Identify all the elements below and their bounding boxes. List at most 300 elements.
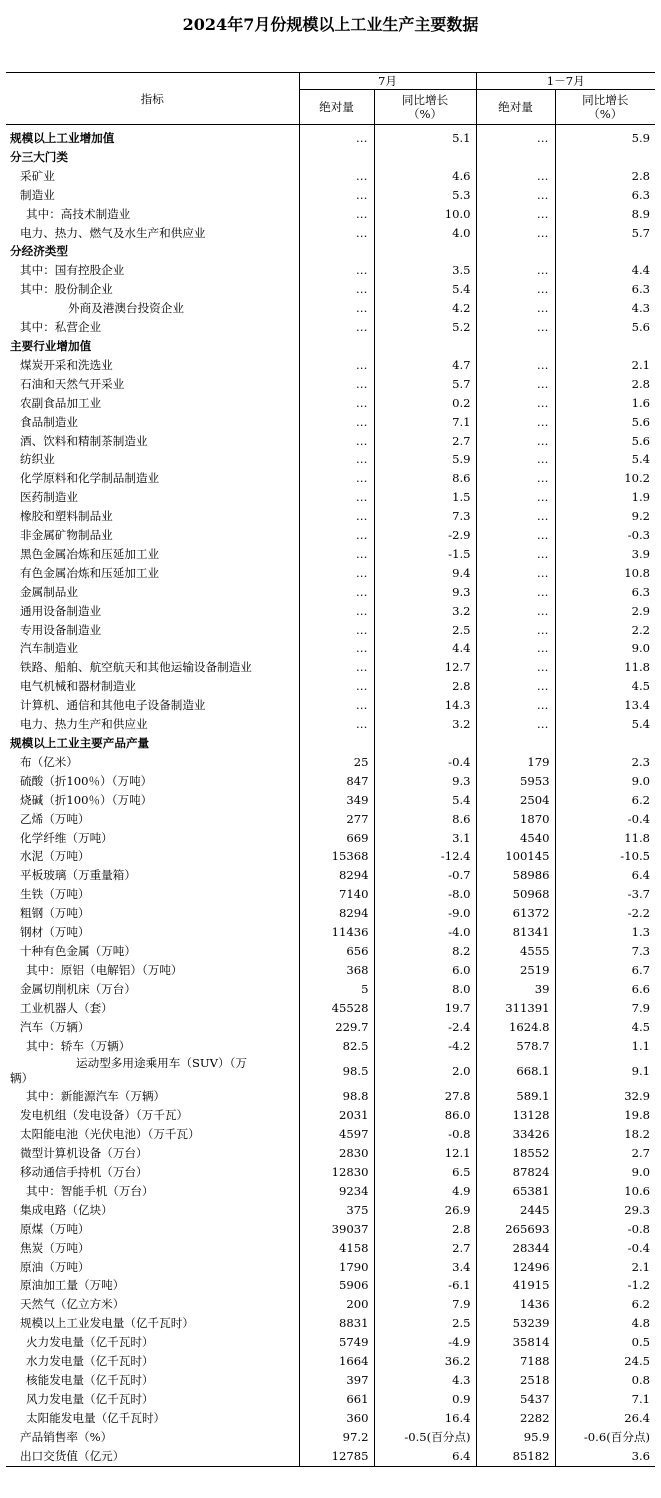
cell-g2: -0.8 bbox=[627, 1221, 651, 1236]
cell-g2: -0.3 bbox=[627, 528, 651, 543]
cell-v2: 311391 bbox=[476, 999, 555, 1018]
cell-v1: 25 bbox=[299, 753, 374, 772]
cell-g2: 18.2 bbox=[624, 1127, 651, 1142]
cell-g1: 5.4 bbox=[374, 280, 476, 299]
cell-v1: … bbox=[299, 715, 374, 734]
cell-g1: 16.4 bbox=[374, 1409, 476, 1428]
cell-g1: 5.2 bbox=[374, 318, 476, 337]
cell-v1: 98.5 bbox=[299, 1055, 374, 1087]
table-row bbox=[6, 526, 655, 545]
row-label: 硫酸（折100％）（万吨） bbox=[6, 772, 299, 791]
cell-g1: 0.9 bbox=[374, 1390, 476, 1409]
cell-v2: 100145 bbox=[476, 847, 555, 866]
cell-v2: … bbox=[476, 488, 555, 507]
cell-g2: 29.3 bbox=[624, 1202, 651, 1217]
table-row bbox=[6, 1182, 655, 1201]
table-row bbox=[6, 242, 655, 261]
cell-v1: 229.7 bbox=[299, 1018, 374, 1037]
cell-v2 bbox=[476, 148, 555, 167]
cell-g1: 2.5 bbox=[374, 1314, 476, 1333]
cell-v1 bbox=[299, 734, 374, 753]
cell-g1: 86.0 bbox=[374, 1106, 476, 1125]
table-row bbox=[6, 942, 655, 961]
header-period-july: 7月 bbox=[299, 73, 476, 90]
cell-g2: 10.2 bbox=[624, 471, 651, 486]
cell-g1: -4.9 bbox=[374, 1333, 476, 1352]
cell-v1: 847 bbox=[299, 772, 374, 791]
cell-v1: … bbox=[299, 375, 374, 394]
cell-v1: … bbox=[299, 432, 374, 451]
cell-v1: 39037 bbox=[299, 1220, 374, 1239]
cell-v1: 360 bbox=[299, 1409, 374, 1428]
cell-g2: 6.3 bbox=[631, 282, 651, 297]
cell-g1 bbox=[374, 148, 476, 167]
cell-g1: -2.9 bbox=[374, 526, 476, 545]
cell-g1: 4.9 bbox=[374, 1182, 476, 1201]
cell-v2: … bbox=[476, 299, 555, 318]
table-row bbox=[6, 1258, 655, 1277]
cell-g1: 4.4 bbox=[374, 639, 476, 658]
cell-g1: 3.2 bbox=[374, 715, 476, 734]
cell-v1: 11436 bbox=[299, 923, 374, 942]
cell-v1: 5906 bbox=[299, 1276, 374, 1295]
table-row bbox=[6, 1220, 655, 1239]
cell-v2: … bbox=[476, 394, 555, 413]
cell-v2: … bbox=[476, 205, 555, 224]
cell-v1: … bbox=[299, 621, 374, 640]
cell-g1: 5.7 bbox=[374, 375, 476, 394]
table-row bbox=[6, 261, 655, 280]
cell-g2: 9.2 bbox=[631, 509, 651, 524]
cell-g1 bbox=[374, 337, 476, 356]
table-row bbox=[6, 1409, 655, 1428]
table-row bbox=[6, 205, 655, 224]
table-row bbox=[6, 961, 655, 980]
cell-v2: 95.9 bbox=[476, 1428, 555, 1447]
cell-g2: 13.4 bbox=[624, 698, 651, 713]
cell-g2 bbox=[555, 242, 655, 261]
row-label: 石油和天然气开采业 bbox=[6, 375, 299, 394]
row-label: 平板玻璃（万重量箱） bbox=[6, 866, 299, 885]
cell-g1: -1.5 bbox=[374, 545, 476, 564]
table-row bbox=[6, 1144, 655, 1163]
cell-g1: 8.6 bbox=[374, 469, 476, 488]
cell-v1: … bbox=[299, 205, 374, 224]
table-row bbox=[6, 639, 655, 658]
table-row bbox=[6, 1428, 655, 1447]
table-row bbox=[6, 602, 655, 621]
row-label: 移动通信手持机（万台） bbox=[6, 1163, 299, 1182]
data-table bbox=[6, 72, 655, 1467]
cell-g1: 2.7 bbox=[374, 1239, 476, 1258]
cell-g2: 4.5 bbox=[631, 1019, 651, 1034]
cell-v2: … bbox=[476, 280, 555, 299]
table-row bbox=[6, 583, 655, 602]
row-label: 原油（万吨） bbox=[6, 1258, 299, 1277]
cell-g1: 1.5 bbox=[374, 488, 476, 507]
cell-v1: 368 bbox=[299, 961, 374, 980]
row-label: 焦炭（万吨） bbox=[6, 1239, 299, 1258]
cell-g1: 4.0 bbox=[374, 224, 476, 243]
cell-v2: 2518 bbox=[476, 1371, 555, 1390]
row-label: 原煤（万吨） bbox=[6, 1220, 299, 1239]
cell-g2: 6.3 bbox=[631, 584, 651, 599]
cell-g1: 6.5 bbox=[374, 1163, 476, 1182]
cell-g1: 2.0 bbox=[374, 1055, 476, 1087]
cell-v2 bbox=[476, 242, 555, 261]
cell-g1: -0.5(百分点) bbox=[374, 1428, 476, 1447]
cell-v1: … bbox=[299, 658, 374, 677]
table-row bbox=[6, 394, 655, 413]
header-abs-1: 绝对量 bbox=[299, 90, 374, 125]
cell-v2: … bbox=[476, 696, 555, 715]
cell-v2: 53239 bbox=[476, 1314, 555, 1333]
cell-g1 bbox=[374, 734, 476, 753]
row-label: 其中：国有控股企业 bbox=[6, 261, 299, 280]
table-row bbox=[6, 224, 655, 243]
cell-v2: 85182 bbox=[476, 1447, 555, 1466]
cell-g1: 9.3 bbox=[374, 583, 476, 602]
cell-v2: … bbox=[476, 526, 555, 545]
row-label: 橡胶和塑料制品业 bbox=[6, 507, 299, 526]
cell-v1: … bbox=[299, 413, 374, 432]
cell-g2: -2.2 bbox=[627, 906, 651, 921]
table-row bbox=[6, 885, 655, 904]
row-label: 水力发电量（亿千瓦时） bbox=[6, 1352, 299, 1371]
table-row bbox=[6, 450, 655, 469]
cell-v2: 61372 bbox=[476, 904, 555, 923]
cell-v1: … bbox=[299, 125, 374, 148]
cell-v1: … bbox=[299, 450, 374, 469]
cell-v2: 13128 bbox=[476, 1106, 555, 1125]
cell-g1: 8.2 bbox=[374, 942, 476, 961]
cell-g1: 12.7 bbox=[374, 658, 476, 677]
table-row bbox=[6, 772, 655, 791]
row-label: 出口交货值（亿元） bbox=[6, 1447, 299, 1466]
cell-v2: 58986 bbox=[476, 866, 555, 885]
table-row bbox=[6, 1163, 655, 1182]
cell-v1: … bbox=[299, 261, 374, 280]
cell-v2: … bbox=[476, 658, 555, 677]
cell-g2: 1.6 bbox=[631, 395, 651, 410]
cell-v1: … bbox=[299, 469, 374, 488]
table-row bbox=[6, 488, 655, 507]
cell-v1: … bbox=[299, 186, 374, 205]
row-label: 汽车（万辆） bbox=[6, 1018, 299, 1037]
cell-g2 bbox=[555, 337, 655, 356]
cell-v2: 41915 bbox=[476, 1276, 555, 1295]
cell-g2: 2.3 bbox=[631, 754, 651, 769]
cell-v1: 200 bbox=[299, 1295, 374, 1314]
cell-g2: 1.1 bbox=[631, 1038, 651, 1053]
cell-v2: 7188 bbox=[476, 1352, 555, 1371]
cell-g2: 5.4 bbox=[631, 452, 651, 467]
row-label: 钢材（万吨） bbox=[6, 923, 299, 942]
cell-g2: 1.9 bbox=[631, 490, 651, 505]
cell-v1: … bbox=[299, 696, 374, 715]
row-label: 火力发电量（亿千瓦时） bbox=[6, 1333, 299, 1352]
cell-g2: 3.9 bbox=[631, 546, 651, 561]
cell-v1 bbox=[299, 242, 374, 261]
cell-v2: 1624.8 bbox=[476, 1018, 555, 1037]
cell-g1: 14.3 bbox=[374, 696, 476, 715]
cell-v2: … bbox=[476, 186, 555, 205]
cell-g1: 19.7 bbox=[374, 999, 476, 1018]
cell-g2: -3.7 bbox=[627, 887, 651, 902]
row-label: 烧碱（折100％）（万吨） bbox=[6, 791, 299, 810]
cell-v2: … bbox=[476, 602, 555, 621]
cell-g1: 7.3 bbox=[374, 507, 476, 526]
cell-v1: 349 bbox=[299, 791, 374, 810]
cell-v1: … bbox=[299, 583, 374, 602]
cell-g2: 2.8 bbox=[631, 376, 651, 391]
table-row bbox=[6, 923, 655, 942]
cell-v2: 5437 bbox=[476, 1390, 555, 1409]
cell-v2: 589.1 bbox=[476, 1087, 555, 1106]
cell-g1: -2.4 bbox=[374, 1018, 476, 1037]
cell-g2: -0.6(百分点) bbox=[583, 1429, 651, 1444]
cell-g2: 11.8 bbox=[624, 660, 651, 675]
row-label: 规模以上工业主要产品产量 bbox=[6, 734, 299, 753]
cell-v2: … bbox=[476, 621, 555, 640]
cell-g1: 4.6 bbox=[374, 167, 476, 186]
cell-v2: 668.1 bbox=[476, 1055, 555, 1087]
cell-v1: 277 bbox=[299, 810, 374, 829]
cell-g1 bbox=[374, 242, 476, 261]
row-label: 黑色金属冶炼和压延加工业 bbox=[6, 545, 299, 564]
table-row bbox=[6, 904, 655, 923]
table-row bbox=[6, 186, 655, 205]
cell-g2: 5.9 bbox=[631, 131, 651, 145]
cell-g2: -1.2 bbox=[627, 1278, 651, 1293]
cell-v2: … bbox=[476, 261, 555, 280]
row-label: 农副食品加工业 bbox=[6, 394, 299, 413]
cell-g1: 7.1 bbox=[374, 413, 476, 432]
cell-v1: 5 bbox=[299, 980, 374, 999]
cell-g1: 2.7 bbox=[374, 432, 476, 451]
cell-g2: 6.4 bbox=[631, 868, 651, 883]
row-label: 产品销售率（%） bbox=[6, 1428, 299, 1447]
cell-v1: … bbox=[299, 677, 374, 696]
cell-v1: … bbox=[299, 526, 374, 545]
cell-v2: 2445 bbox=[476, 1201, 555, 1220]
cell-g1: 3.4 bbox=[374, 1258, 476, 1277]
table-row bbox=[6, 1106, 655, 1125]
cell-g1: -4.2 bbox=[374, 1037, 476, 1056]
row-label: 太阳能发电量（亿千瓦时） bbox=[6, 1409, 299, 1428]
cell-v1: 8831 bbox=[299, 1314, 374, 1333]
cell-v2: 81341 bbox=[476, 923, 555, 942]
page-title: 2024年7月份规模以上工业生产主要数据 bbox=[182, 15, 479, 34]
row-label: 其中：轿车（万辆） bbox=[6, 1037, 299, 1056]
table-row bbox=[6, 1055, 655, 1087]
cell-v1: … bbox=[299, 394, 374, 413]
cell-g2: 6.2 bbox=[631, 1297, 651, 1312]
cell-v2: … bbox=[476, 677, 555, 696]
cell-g2: 5.6 bbox=[631, 320, 651, 335]
row-label: 水泥（万吨） bbox=[6, 847, 299, 866]
cell-g1: -4.0 bbox=[374, 923, 476, 942]
cell-v1: 9234 bbox=[299, 1182, 374, 1201]
row-label: 电力、热力、燃气及水生产和供应业 bbox=[6, 224, 299, 243]
row-label: 汽车制造业 bbox=[6, 639, 299, 658]
table-row bbox=[6, 866, 655, 885]
row-label: 分经济类型 bbox=[6, 242, 299, 261]
cell-v1: 656 bbox=[299, 942, 374, 961]
cell-v1: 45528 bbox=[299, 999, 374, 1018]
table-row bbox=[6, 337, 655, 356]
cell-g1: 5.4 bbox=[374, 791, 476, 810]
cell-g1: 26.9 bbox=[374, 1201, 476, 1220]
row-label: 其中：私营企业 bbox=[6, 318, 299, 337]
cell-g2: 8.9 bbox=[631, 206, 651, 221]
cell-v1: … bbox=[299, 167, 374, 186]
cell-v1 bbox=[299, 148, 374, 167]
row-label: 铁路、船舶、航空航天和其他运输设备制造业 bbox=[6, 658, 299, 677]
table-row bbox=[6, 999, 655, 1018]
row-label: 主要行业增加值 bbox=[6, 337, 299, 356]
row-label: 粗钢（万吨） bbox=[6, 904, 299, 923]
cell-g2: 11.8 bbox=[624, 830, 651, 845]
cell-g1: -6.1 bbox=[374, 1276, 476, 1295]
cell-g2 bbox=[555, 734, 655, 753]
table-row bbox=[6, 318, 655, 337]
cell-v1: 15368 bbox=[299, 847, 374, 866]
cell-g2: 5.4 bbox=[631, 717, 651, 732]
cell-v1: … bbox=[299, 545, 374, 564]
row-label: 天然气（亿立方米） bbox=[6, 1295, 299, 1314]
table-row bbox=[6, 1314, 655, 1333]
row-label: 酒、饮料和精制茶制造业 bbox=[6, 432, 299, 451]
cell-g1: 36.2 bbox=[374, 1352, 476, 1371]
cell-g1: 8.6 bbox=[374, 810, 476, 829]
cell-g1: 12.1 bbox=[374, 1144, 476, 1163]
row-label: 集成电路（亿块） bbox=[6, 1201, 299, 1220]
cell-g2: 6.6 bbox=[631, 981, 651, 996]
cell-v1: … bbox=[299, 602, 374, 621]
cell-g1: -9.0 bbox=[374, 904, 476, 923]
cell-g1: 9.4 bbox=[374, 564, 476, 583]
cell-v2: 265693 bbox=[476, 1220, 555, 1239]
table-row bbox=[6, 1390, 655, 1409]
cell-g1: 2.5 bbox=[374, 621, 476, 640]
cell-v1: 82.5 bbox=[299, 1037, 374, 1056]
row-label: 通用设备制造业 bbox=[6, 602, 299, 621]
table-row bbox=[6, 280, 655, 299]
cell-v2: … bbox=[476, 224, 555, 243]
cell-v1: … bbox=[299, 299, 374, 318]
row-label: 分三大门类 bbox=[6, 148, 299, 167]
cell-g2: 9.1 bbox=[631, 1063, 651, 1078]
cell-g2: 5.6 bbox=[631, 414, 651, 429]
row-label: 化学纤维（万吨） bbox=[6, 829, 299, 848]
table-row bbox=[6, 1087, 655, 1106]
cell-v1: 1790 bbox=[299, 1258, 374, 1277]
table-row bbox=[6, 658, 655, 677]
cell-v2: … bbox=[476, 545, 555, 564]
cell-g1: 4.7 bbox=[374, 356, 476, 375]
cell-v1 bbox=[299, 337, 374, 356]
row-label: 原油加工量（万吨） bbox=[6, 1276, 299, 1295]
cell-v1: … bbox=[299, 488, 374, 507]
table-row bbox=[6, 299, 655, 318]
cell-v2: … bbox=[476, 413, 555, 432]
cell-v2: … bbox=[476, 564, 555, 583]
header-indicator: 指标 bbox=[6, 73, 299, 125]
cell-v1: … bbox=[299, 280, 374, 299]
cell-v1: 397 bbox=[299, 1371, 374, 1390]
cell-v1: 4158 bbox=[299, 1239, 374, 1258]
cell-g2: 1.3 bbox=[631, 925, 651, 940]
table-row bbox=[6, 356, 655, 375]
table-row bbox=[6, 432, 655, 451]
row-label: 化学原料和化学制品制造业 bbox=[6, 469, 299, 488]
cell-g2: -0.4 bbox=[627, 811, 651, 826]
row-label: 非金属矿物制品业 bbox=[6, 526, 299, 545]
table-row bbox=[6, 1201, 655, 1220]
row-label: 发电机组（发电设备）（万千瓦） bbox=[6, 1106, 299, 1125]
cell-v1: 8294 bbox=[299, 904, 374, 923]
cell-g2: 7.1 bbox=[631, 1391, 651, 1406]
cell-g2: 2.1 bbox=[631, 357, 651, 372]
cell-g2: 6.3 bbox=[631, 187, 651, 202]
cell-v1: 7140 bbox=[299, 885, 374, 904]
table-row bbox=[6, 1125, 655, 1144]
cell-g2: 7.9 bbox=[631, 1000, 651, 1015]
cell-v2: 35814 bbox=[476, 1333, 555, 1352]
row-label: 十种有色金属（万吨） bbox=[6, 942, 299, 961]
cell-v1: … bbox=[299, 318, 374, 337]
cell-v2: 50968 bbox=[476, 885, 555, 904]
cell-g2: 0.8 bbox=[631, 1373, 651, 1387]
cell-g1: 3.5 bbox=[374, 261, 476, 280]
row-label: 计算机、通信和其他电子设备制造业 bbox=[6, 696, 299, 715]
table-row bbox=[6, 125, 655, 148]
table-row bbox=[6, 847, 655, 866]
cell-g1: -0.4 bbox=[374, 753, 476, 772]
row-label: 太阳能电池（光伏电池）（万千瓦） bbox=[6, 1125, 299, 1144]
table-row bbox=[6, 1447, 655, 1466]
cell-v1: 12785 bbox=[299, 1447, 374, 1466]
table-row bbox=[6, 469, 655, 488]
cell-g1: 3.2 bbox=[374, 602, 476, 621]
cell-g2: 9.0 bbox=[631, 641, 651, 656]
cell-g1: -12.4 bbox=[374, 847, 476, 866]
cell-g2: 2.9 bbox=[631, 603, 651, 618]
cell-v2: … bbox=[476, 375, 555, 394]
cell-g2: 5.6 bbox=[631, 433, 651, 448]
cell-v2: 2519 bbox=[476, 961, 555, 980]
cell-v2 bbox=[476, 734, 555, 753]
row-label: 生铁（万吨） bbox=[6, 885, 299, 904]
cell-g2: 7.3 bbox=[631, 943, 651, 958]
cell-v2: … bbox=[476, 583, 555, 602]
cell-g2: 32.9 bbox=[624, 1089, 651, 1104]
table-row bbox=[6, 791, 655, 810]
cell-v1: … bbox=[299, 639, 374, 658]
cell-v2: 578.7 bbox=[476, 1037, 555, 1056]
row-label: 电力、热力生产和供应业 bbox=[6, 715, 299, 734]
cell-v2: 4540 bbox=[476, 829, 555, 848]
cell-g1: 7.9 bbox=[374, 1295, 476, 1314]
table-row bbox=[6, 507, 655, 526]
row-label: 微型计算机设备（万台） bbox=[6, 1144, 299, 1163]
table-row bbox=[6, 810, 655, 829]
cell-v1: 97.2 bbox=[299, 1428, 374, 1447]
cell-v2: 18552 bbox=[476, 1144, 555, 1163]
row-label: 其中：原铝（电解铝）（万吨） bbox=[6, 961, 299, 980]
cell-g1: 8.0 bbox=[374, 980, 476, 999]
